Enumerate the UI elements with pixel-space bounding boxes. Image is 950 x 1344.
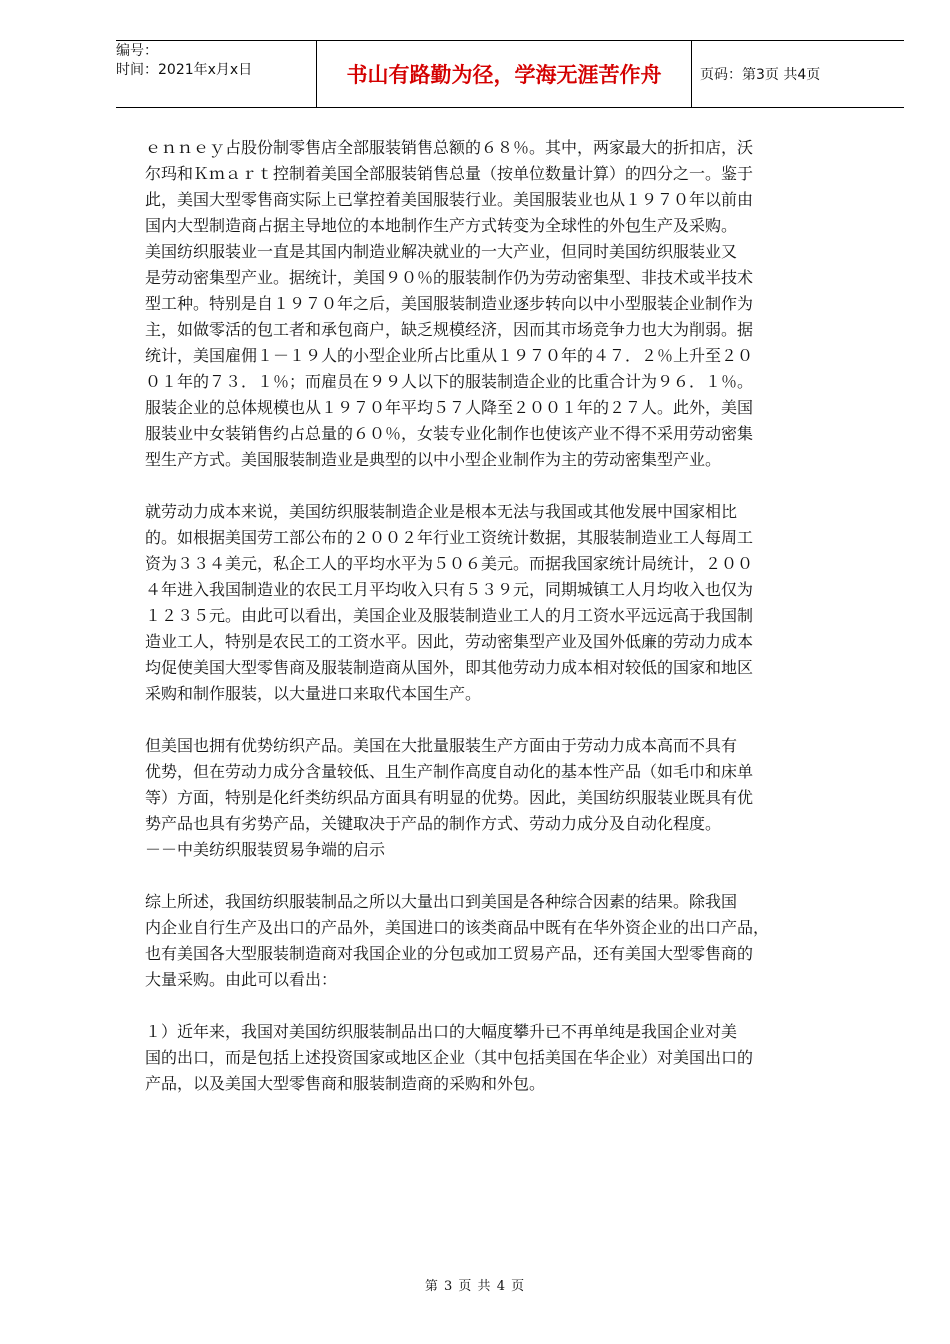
paragraph: 综上所述，我国纺织服装制品之所以大量出口到美国是各种综合因素的结果。除我国 内企业自行生产及出口的产品外，美国进口的该类商品中既有在华外资企业的出口产品， 也有美国各大型服装制造商对我国企业的分包或加工贸易产品，还有美国大型零售商的 大量采购。由此可以看出：	[145, 892, 770, 989]
header-motto-cell	[316, 41, 692, 107]
header-page-info: 页码：第3页 共4页	[700, 67, 821, 83]
page-footer: 第 3 页 共 4 页	[424, 1279, 526, 1294]
header-page-cell	[692, 41, 912, 107]
document-time: 时间：2021年x月x日	[116, 62, 253, 78]
document-number-label: 编号：	[116, 43, 158, 59]
paragraph: 美国纺织服装业一直是其国内制造业解决就业的一大产业，但同时美国纺织服装业又 是劳动密集型产业。据统计，美国９０％的服装制作仍为劳动密集型、非技术或半技术 型工种。特别是自１９７０年之后，美国服装制造业逐步转向以中小型服装企业制作为 主，如做零活的包工者和承包商户，缺乏规模经济，因而其市场竞争力也大为削弱。据 统计，美国雇佣１－１９人的小型企业所占比重从１９７０年的４７．２％上升至２０ ０１年的７３．１％；而雇员在９９人以下的服装制造企业的比重合计为９６．１％。 服装企业的总体规模也从１９７０年平均５７人降至２００１年的２７人。此外，美国 服装业中女装销售约占总量的６０％，女装专业化制作也使该产业不得不采用劳动密集 型生产方式。美国服装制造业是典型的以中小型企业制作为主的劳动密集型产业。	[145, 242, 754, 469]
paragraph: 就劳动力成本来说，美国纺织服装制造企业是根本无法与我国或其他发展中国家相比 的。如根据美国劳工部公布的２００２年行业工资统计数据，其服装制造业工人每周工 资为３３４美元，私企工人的平均水平为５０６美元。而据我国家统计局统计，２００ ４年进入我国制造业的农民工月平均收入只有５３９元，同期城镇工人月均收入也仅为 １２３５元。由此可以看出，美国企业及服装制造业工人的月工资水平远远高于我国制 造业工人，特别是农民工的工资水平。因此，劳动密集型产业及国外低廉的劳动力成本 均促使美国大型零售商及服装制造商从国外，即其他劳动力成本相对较低的国家和地区 采购和制作服装，以大量进口来取代本国生产。	[145, 502, 754, 703]
header-info-cell	[116, 41, 316, 108]
paragraph: ｅｎｎｅｙ占股份制零售店全部服装销售总额的６８％。其中，两家最大的折扣店，沃 尔玛和Ｋｍａｒｔ控制着美国全部服装销售总量（按单位数量计算）的四分之一。鉴于 此，美国大型零售商实际上已掌控着美国服装行业。美国服装业也从１９７０年以前由 国内大型制造商占据主导地位的本地制作生产方式转变为全球性的外包生产及采购。	[145, 138, 754, 235]
paragraph: 但美国也拥有优势纺织产品。美国在大批量服装生产方面由于劳动力成本高而不具有 优势，但在劳动力成分含量较低、且生产制作高度自动化的基本性产品（如毛巾和床单 等）方面，特别是化纤类纺织品方面具有明显的优势。因此，美国纺织服装业既具有优 势产品也具有劣势产品，关键取决于产品的制作方式、劳动力成分及自动化程度。	[145, 736, 754, 833]
header-motto: 书山有路勤为径，学海无涯苦作舟	[346, 63, 662, 87]
section-subtitle: －－中美纺织服装贸易争端的启示	[145, 840, 386, 859]
page-header	[116, 40, 904, 108]
list-item: １）近年来，我国对美国纺织服装制品出口的大幅度攀升已不再单纯是我国企业对美 国的出口，而是包括上述投资国家或地区企业（其中包括美国在华企业）对美国出口的 产品，以及美国大型零售商和服装制造商的采购和外包。	[145, 1022, 754, 1093]
document-body	[145, 135, 875, 1097]
